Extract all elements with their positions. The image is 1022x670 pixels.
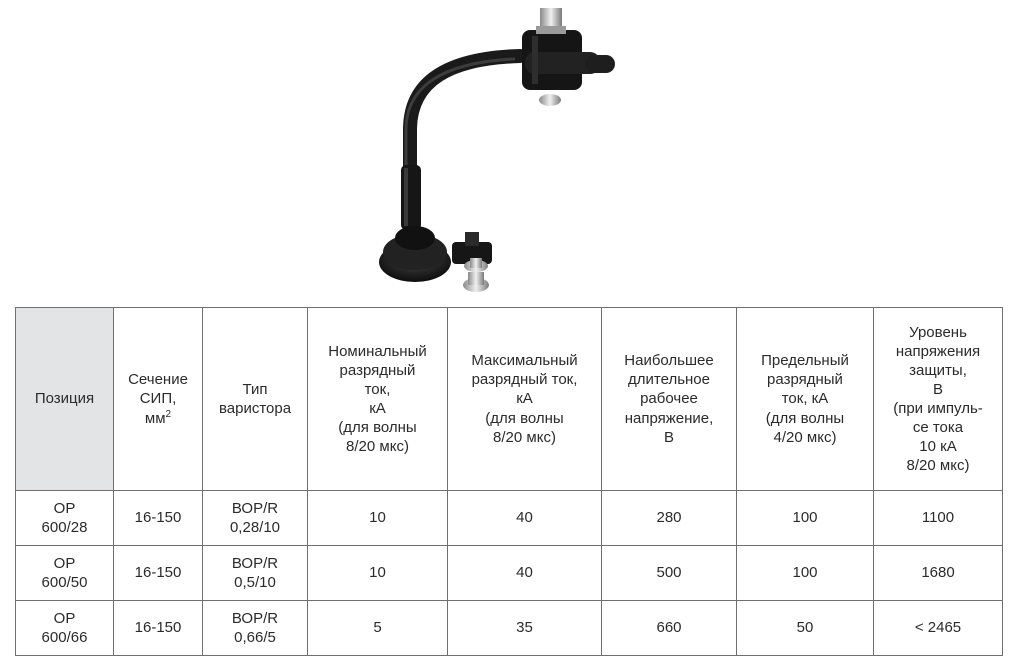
- header-cross-section-text: Сечение СИП, мм: [128, 371, 188, 427]
- cell-limit-current: 100: [737, 491, 874, 546]
- header-row: [16, 308, 1003, 491]
- cell-varistor-type: ВОР/R 0,28/10: [203, 491, 308, 546]
- header-max-voltage: Наибольшее длительное рабочее напряжение, В: [602, 308, 737, 491]
- cell-max-voltage: 660: [602, 601, 737, 656]
- cell-nominal-current: 10: [308, 546, 448, 601]
- cell-nominal-current: 10: [308, 491, 448, 546]
- cell-protection-level: 1680: [874, 546, 1003, 601]
- cell-position: ОР 600/50: [16, 546, 114, 601]
- header-max-current: Максимальный разрядный ток, кА (для волны 8/20 мкс): [448, 308, 602, 491]
- cell-limit-current: 50: [737, 601, 874, 656]
- cell-limit-current: 100: [737, 546, 874, 601]
- cell-protection-level: < 2465: [874, 601, 1003, 656]
- cell-cross-section: 16-150: [114, 491, 203, 546]
- cell-max-current: 35: [448, 601, 602, 656]
- header-position: Позиция: [16, 308, 114, 491]
- cell-max-voltage: 500: [602, 546, 737, 601]
- surge-arrester-photo: [370, 0, 630, 300]
- cell-max-current: 40: [448, 491, 602, 546]
- table-row: [16, 491, 1003, 546]
- header-varistor-type: Тип варистора: [203, 308, 308, 491]
- header-limit-current: Предельный разрядный ток, кА (для волны 4/20 мкс): [737, 308, 874, 491]
- cell-position: ОР 600/66: [16, 601, 114, 656]
- cell-nominal-current: 5: [308, 601, 448, 656]
- cell-varistor-type: ВОР/R 0,66/5: [203, 601, 308, 656]
- cell-cross-section: 16-150: [114, 546, 203, 601]
- specifications-table: [15, 307, 1003, 656]
- table-row: [16, 546, 1003, 601]
- header-nominal-current: Номинальный разрядный ток, кА (для волны 8/20 мкс): [308, 308, 448, 491]
- superscript: 2: [165, 408, 172, 420]
- header-cross-section: [114, 308, 203, 491]
- cell-position: ОР 600/28: [16, 491, 114, 546]
- cell-max-current: 40: [448, 546, 602, 601]
- cell-varistor-type: ВОР/R 0,5/10: [203, 546, 308, 601]
- cell-protection-level: 1100: [874, 491, 1003, 546]
- header-protection-level: Уровень напряжения защиты, В (при импуль- се тока 10 кА 8/20 мкс): [874, 308, 1003, 491]
- cell-max-voltage: 280: [602, 491, 737, 546]
- cell-cross-section: 16-150: [114, 601, 203, 656]
- table-row: [16, 601, 1003, 656]
